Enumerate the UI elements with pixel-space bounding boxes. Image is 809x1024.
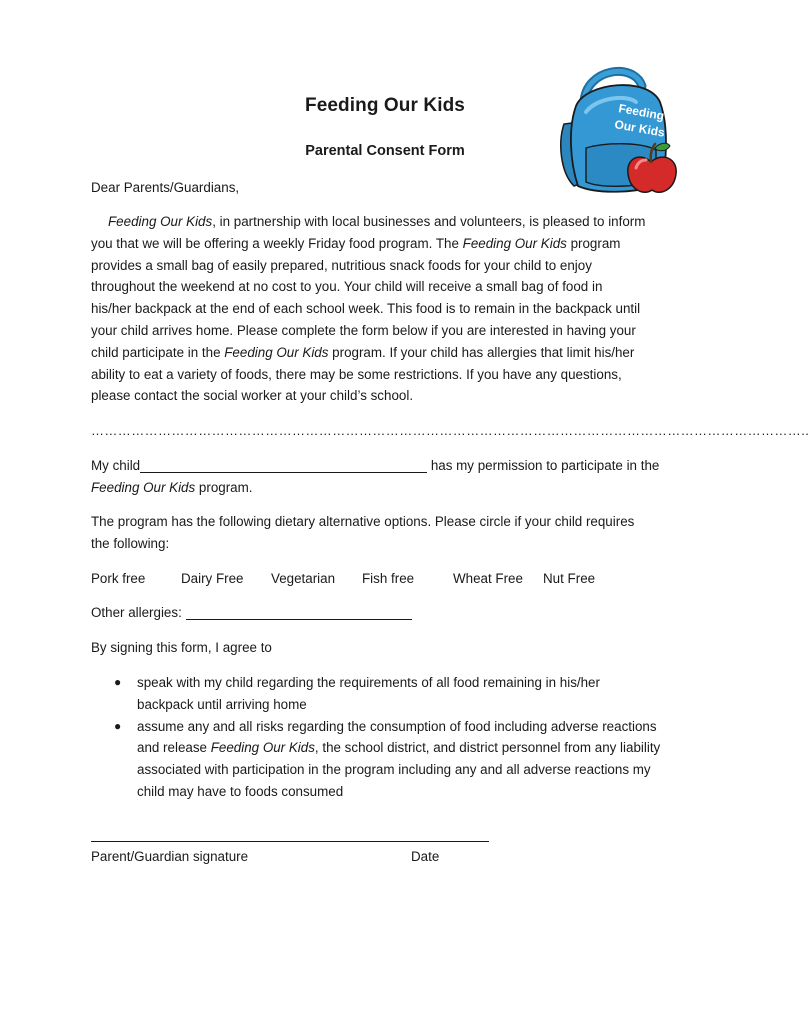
letter-line <box>91 385 691 407</box>
option-dairy-free[interactable]: Dairy Free <box>181 571 244 586</box>
letter-line <box>91 211 691 233</box>
separator-dotted-line: …………………………………………………………………………………………………………………………………………….. <box>91 423 809 438</box>
option-vegetarian[interactable]: Vegetarian <box>271 571 336 586</box>
option-pork-free[interactable]: Pork free <box>91 571 146 586</box>
letter-body <box>91 211 691 407</box>
program-name-italic: Feeding Our Kids <box>210 740 315 756</box>
text-segment: assume any and all risks regarding the consumption of food including adverse reactions <box>137 718 657 734</box>
permission-line <box>91 455 659 477</box>
agreement-line <box>137 716 691 738</box>
bullet-icon: ● <box>114 718 122 733</box>
text-segment: program <box>566 235 621 251</box>
option-nut-free[interactable]: Nut Free <box>543 571 596 586</box>
text-segment: child may have to foods consumed <box>137 783 344 799</box>
dietary-intro-line2: the following: <box>91 536 170 551</box>
program-suffix: program. <box>195 480 253 495</box>
logo-text-line2: Our Kids <box>613 117 666 140</box>
agreement-line <box>137 672 691 694</box>
bullet-icon: ● <box>114 675 122 689</box>
text-segment: your child arrives home. Please complete the form below if you are interested in having your <box>91 322 636 338</box>
text-segment: associated with participation in the program including any and all adverse reactions my <box>137 762 651 778</box>
letter-line <box>91 342 691 364</box>
text-segment: and release <box>137 740 211 756</box>
agreement-item <box>91 672 691 716</box>
other-allergies-field[interactable] <box>186 604 412 620</box>
agreement-intro: By signing this form, I agree to <box>91 640 272 655</box>
other-allergies-label: Other allergies: <box>91 605 186 620</box>
other-allergies-line <box>91 602 412 624</box>
letter-line <box>91 255 691 277</box>
text-segment: backpack until arriving home <box>137 696 307 712</box>
text-segment: speak with my child regarding the requirements of all food remaining in his/her <box>137 675 600 690</box>
logo-text-line1: Feeding <box>617 101 666 123</box>
agreement-line <box>137 737 691 759</box>
text-segment: program. If your child has allergies that limit his/her <box>328 344 635 360</box>
letter-line <box>91 233 691 255</box>
agreement-line <box>137 781 691 803</box>
letter-line <box>91 276 691 298</box>
form-subtitle: Parental Consent Form <box>305 143 465 159</box>
option-fish-free[interactable]: Fish free <box>362 571 415 586</box>
signature-field[interactable] <box>91 841 489 842</box>
text-segment: his/her backpack at the end of each school week. This food is to remain in the backpack until <box>91 301 641 317</box>
text-segment: please contact the social worker at your child’s school. <box>91 388 414 404</box>
dietary-intro-line1: The program has the following dietary alternative options. Please circle if your child requires <box>91 514 635 529</box>
program-name-italic: Feeding Our Kids <box>224 344 329 360</box>
permission-suffix: has my permission to participate in the <box>427 458 660 473</box>
program-name-italic: Feeding Our Kids <box>462 235 567 251</box>
feeding-our-kids-logo <box>556 62 678 198</box>
salutation: Dear Parents/Guardians, <box>91 180 240 195</box>
signature-label: Parent/Guardian signature <box>91 849 249 864</box>
agreement-list <box>91 672 691 803</box>
program-name: Feeding Our Kids <box>91 480 196 495</box>
letter-line <box>91 364 691 386</box>
program-name-italic: Feeding Our Kids <box>108 214 213 229</box>
page-title: Feeding Our Kids <box>305 95 465 116</box>
text-segment: ability to eat a variety of foods, there may be some restrictions. If you have any questions, <box>91 366 622 382</box>
text-segment: you that we will be offering a weekly Friday food program. The <box>91 235 463 251</box>
agreement-item <box>91 716 691 803</box>
text-segment: throughout the weekend at no cost to you. Your child will receive a small bag of food in <box>91 279 603 295</box>
date-label: Date <box>411 849 440 864</box>
text-segment: child participate in the <box>91 344 225 360</box>
option-wheat-free[interactable]: Wheat Free <box>453 571 523 586</box>
text-segment: , in partnership with local businesses and volunteers, is pleased to inform <box>212 214 646 229</box>
permission-prefix: My child <box>91 458 141 473</box>
text-segment: , the school district, and district personnel from any liability <box>314 740 661 756</box>
letter-line <box>91 298 691 320</box>
agreement-line <box>137 694 691 716</box>
permission-program-line <box>91 477 253 499</box>
agreement-line <box>137 759 691 781</box>
child-name-field[interactable] <box>140 457 427 473</box>
letter-line <box>91 320 691 342</box>
text-segment: provides a small bag of easily prepared, nutritious snack foods for your child to enjoy <box>91 257 592 273</box>
